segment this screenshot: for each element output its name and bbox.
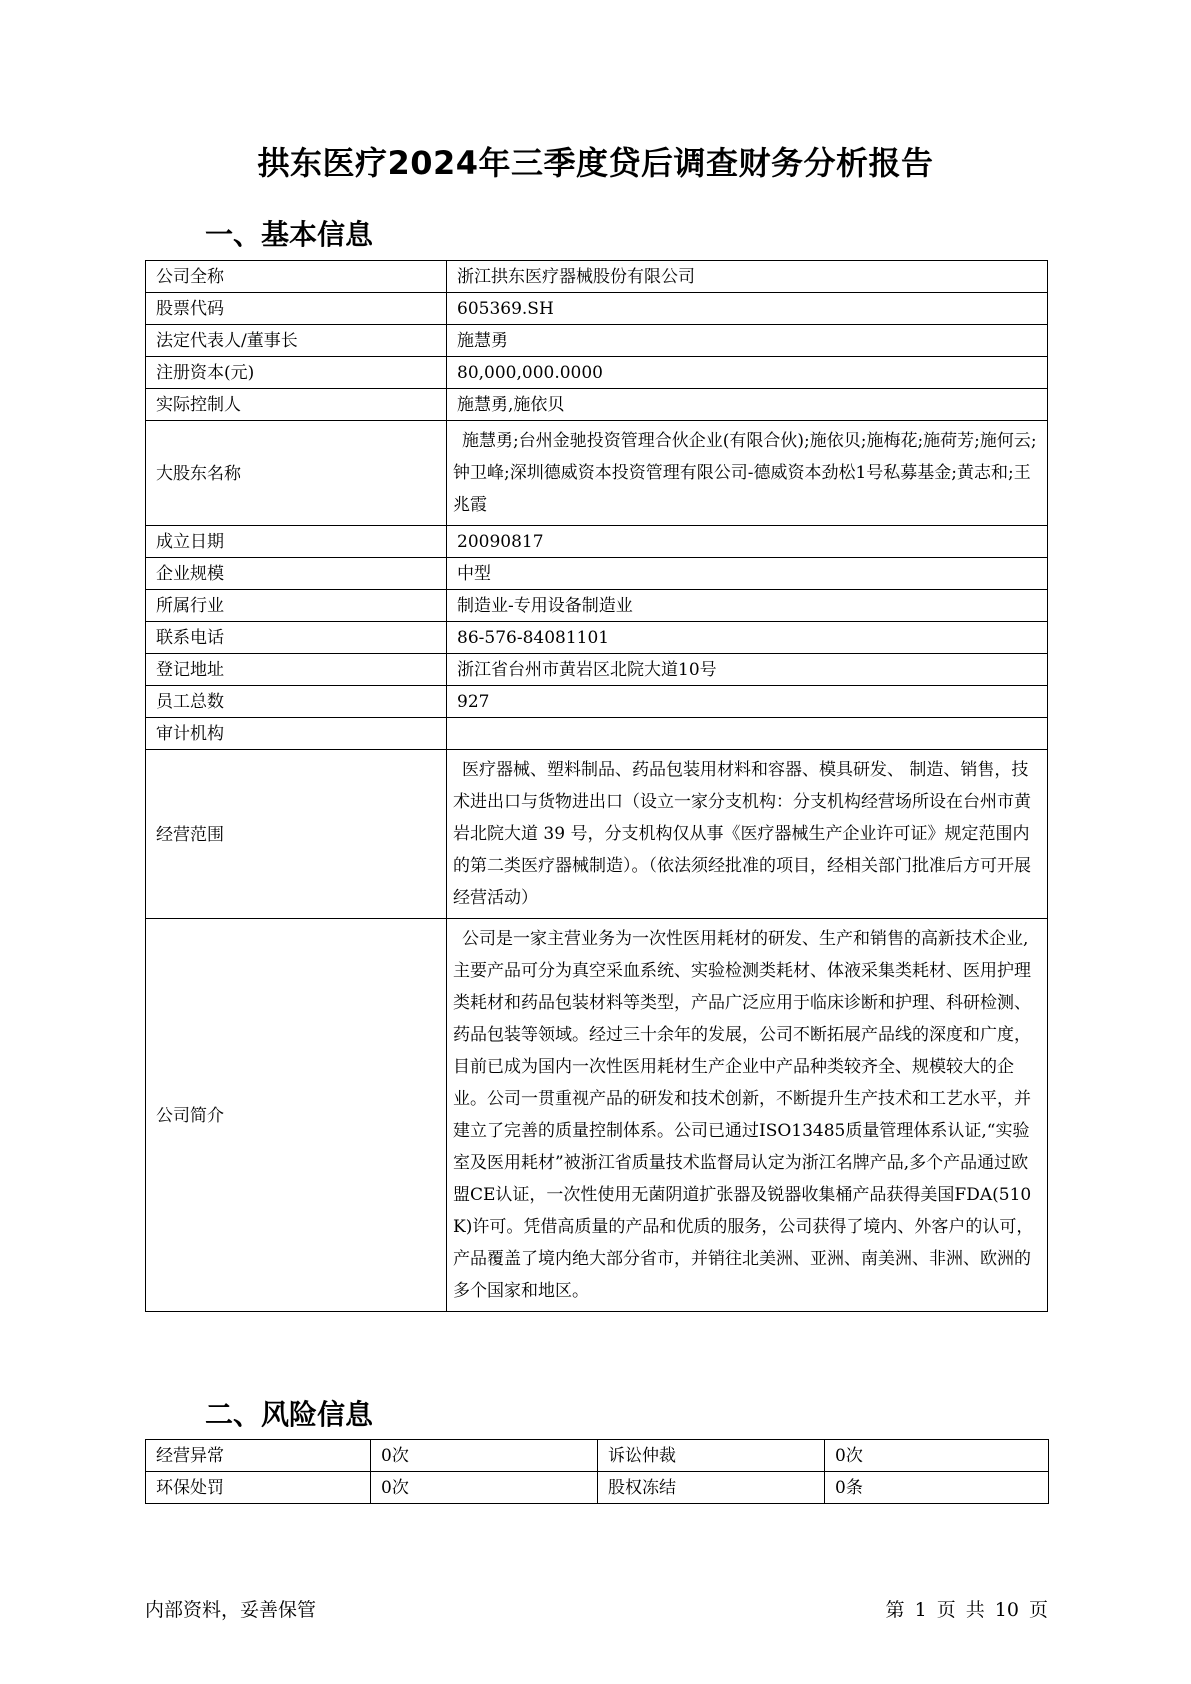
- report-title: 拱东医疗2024年三季度贷后调查财务分析报告: [257, 144, 934, 182]
- label-business-scope: 经营范围: [146, 750, 447, 919]
- value-environmental-penalty: 0次: [371, 1472, 598, 1504]
- value-established-date: 20090817: [447, 526, 1048, 558]
- value-company-name: 浙江拱东医疗器械股份有限公司: [447, 261, 1048, 293]
- value-actual-controller: 施慧勇,施依贝: [447, 389, 1048, 421]
- section-heading-basic-info: 一、基本信息: [205, 218, 374, 251]
- table-row: [146, 526, 1048, 558]
- value-phone: 86-576-84081101: [447, 622, 1048, 654]
- value-audit-firm: [447, 718, 1048, 750]
- table-row: [146, 389, 1048, 421]
- table-row: [146, 654, 1048, 686]
- table-row: [146, 750, 1048, 919]
- value-registered-capital: 80,000,000.0000: [447, 357, 1048, 389]
- table-row: [146, 590, 1048, 622]
- table-row: [146, 357, 1048, 389]
- footer-page-number: 第 1 页 共 10 页: [885, 1599, 1048, 1621]
- label-registered-capital: 注册资本(元): [146, 357, 447, 389]
- table-row: [146, 558, 1048, 590]
- table-row: [146, 421, 1048, 526]
- label-legal-representative: 法定代表人/董事长: [146, 325, 447, 357]
- value-legal-representative: 施慧勇: [447, 325, 1048, 357]
- value-company-profile: 公司是一家主营业务为一次性医用耗材的研发、生产和销售的高新技术企业,主要产品可分为真空采血系统、实验检测类耗材、体液采集类耗材、医用护理类耗材和药品包装材料等类型，产品广泛应用于临床诊断和护理、科研检测、药品包装等领域。经过三十余年的发展，公司不断拓展产品线的深度和广度，目前已成为国内一次性医用耗材生产企业中产品种类较齐全、规模较大的企业。公司一贯重视产品的研发和技术创新，不断提升生产技术和工艺水平，并建立了完善的质量控制体系。公司已通过ISO13485质量管理体系认证,“实验室及医用耗材”被浙江省质量技术监督局认定为浙江名牌产品,多个产品通过欧盟CE认证，一次性使用无菌阴道扩张器及锐器收集桶产品获得美国FDA(510K)许可。凭借高质量的产品和优质的服务，公司获得了境内、外客户的认可，产品覆盖了境内绝大部分省市，并销往北美洲、亚洲、南美洲、非洲、欧洲的多个国家和地区。: [447, 919, 1048, 1312]
- label-audit-firm: 审计机构: [146, 718, 447, 750]
- label-employee-count: 员工总数: [146, 686, 447, 718]
- label-company-profile: 公司简介: [146, 919, 447, 1312]
- label-company-name: 公司全称: [146, 261, 447, 293]
- footer-confidential-note: 内部资料，妥善保管: [145, 1599, 317, 1621]
- label-environmental-penalty: 环保处罚: [146, 1472, 371, 1504]
- table-row: [146, 293, 1048, 325]
- table-row: [146, 622, 1048, 654]
- label-litigation: 诉讼仲裁: [598, 1440, 825, 1472]
- value-equity-freeze: 0条: [825, 1472, 1049, 1504]
- table-row: [146, 919, 1048, 1312]
- risk-info-table: [145, 1439, 1049, 1504]
- value-business-anomaly: 0次: [371, 1440, 598, 1472]
- table-row: [146, 718, 1048, 750]
- label-phone: 联系电话: [146, 622, 447, 654]
- label-stock-code: 股票代码: [146, 293, 447, 325]
- value-litigation: 0次: [825, 1440, 1049, 1472]
- value-industry: 制造业-专用设备制造业: [447, 590, 1048, 622]
- table-row: [146, 1440, 1049, 1472]
- label-registered-address: 登记地址: [146, 654, 447, 686]
- table-row: [146, 686, 1048, 718]
- label-actual-controller: 实际控制人: [146, 389, 447, 421]
- label-equity-freeze: 股权冻结: [598, 1472, 825, 1504]
- table-row: [146, 1472, 1049, 1504]
- label-company-scale: 企业规模: [146, 558, 447, 590]
- basic-info-table: [145, 260, 1048, 1312]
- value-registered-address: 浙江省台州市黄岩区北院大道10号: [447, 654, 1048, 686]
- value-business-scope: 医疗器械、塑料制品、药品包装用材料和容器、模具研发、 制造、销售，技术进出口与货物进出口（设立一家分支机构：分支机构经营场所设在台州市黄岩北院大道 39 号，分支机构仅从事《医疗器械生产企业许可证》规定范围内的第二类医疗器械制造）。（依法须经批准的项目，经相关部门批准后方可开展经营活动）: [447, 750, 1048, 919]
- label-established-date: 成立日期: [146, 526, 447, 558]
- section-heading-risk-info: 二、风险信息: [205, 1398, 374, 1431]
- label-business-anomaly: 经营异常: [146, 1440, 371, 1472]
- value-stock-code: 605369.SH: [447, 293, 1048, 325]
- table-row: [146, 261, 1048, 293]
- label-major-shareholders: 大股东名称: [146, 421, 447, 526]
- value-company-scale: 中型: [447, 558, 1048, 590]
- value-employee-count: 927: [447, 686, 1048, 718]
- table-row: [146, 325, 1048, 357]
- value-major-shareholders: 施慧勇;台州金驰投资管理合伙企业(有限合伙);施依贝;施梅花;施荷芳;施何云;钟卫峰;深圳德威资本投资管理有限公司-德威资本劲松1号私募基金;黄志和;王兆霞: [447, 421, 1048, 526]
- label-industry: 所属行业: [146, 590, 447, 622]
